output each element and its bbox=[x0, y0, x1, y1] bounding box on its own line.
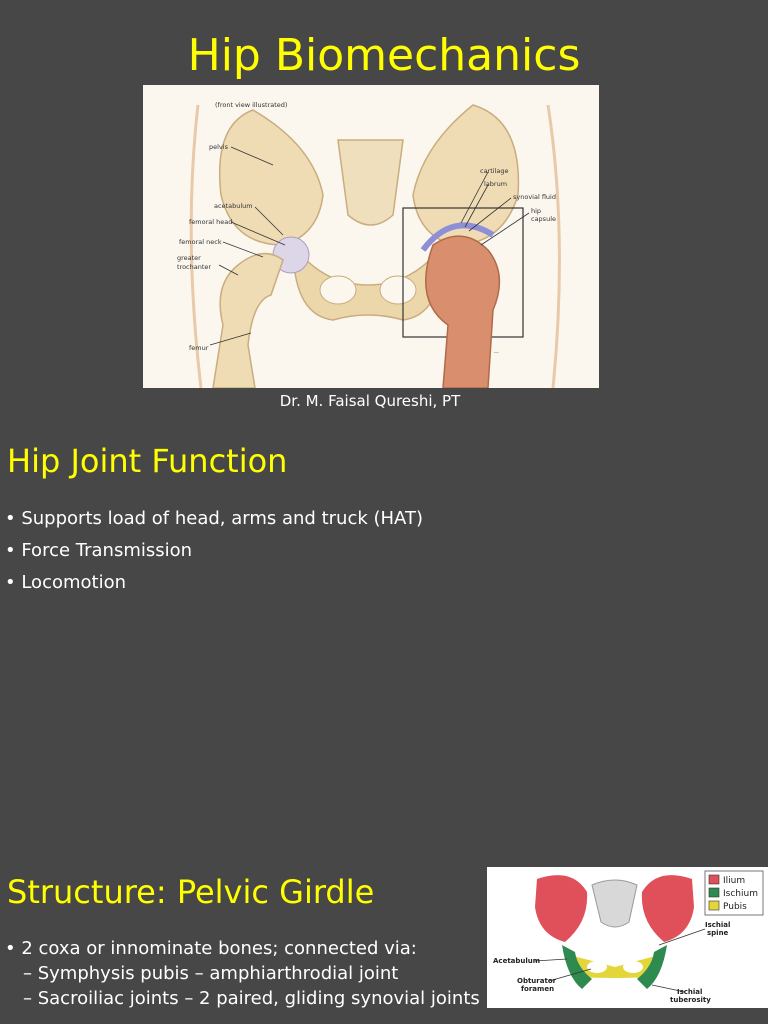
legend-ischium: Ischium bbox=[723, 889, 758, 899]
bullet-item: • Locomotion bbox=[5, 572, 126, 593]
label-capsule: capsule bbox=[531, 215, 556, 223]
label-foramen: foramen bbox=[521, 985, 555, 993]
svg-text:~: ~ bbox=[493, 348, 500, 357]
label-femur: femur bbox=[189, 344, 209, 352]
sub-bullet-item: – Sacroiliac joints – 2 paired, gliding synovial joints bbox=[23, 988, 480, 1009]
label-labrum: labrum bbox=[484, 180, 508, 188]
label-ischial-tuberosity-2: tuberosity bbox=[670, 996, 711, 1004]
label-acetabulum: acetabulum bbox=[214, 202, 253, 210]
bullet-item: • Supports load of head, arms and truck (HAT) bbox=[5, 508, 423, 529]
bullet-item: • 2 coxa or innominate bones; connected via: bbox=[5, 938, 417, 959]
caption-front-view: (front view illustrated) bbox=[215, 101, 288, 109]
label-femoral-head: femoral head bbox=[189, 218, 233, 226]
label-ischial-spine-2: spine bbox=[707, 929, 729, 937]
slide-title-pelvic-girdle: Structure: Pelvic Girdle bbox=[7, 873, 375, 911]
hip-function-bullet-list bbox=[5, 507, 423, 603]
pelvic-girdle-bullet-list bbox=[5, 937, 480, 1012]
label-ischial-tuberosity-1: Ischial bbox=[677, 988, 703, 996]
label-greater-1: greater bbox=[177, 254, 201, 262]
pelvic-bones-diagram bbox=[487, 867, 768, 1008]
label-synovial-fluid: synovial fluid bbox=[513, 193, 556, 201]
label-femoral-neck: femoral neck bbox=[179, 238, 222, 246]
label-obturator: Obturator bbox=[517, 977, 557, 985]
label-hip: hip bbox=[531, 207, 542, 215]
sub-bullet-item: – Symphysis pubis – amphiarthrodial joint bbox=[23, 963, 399, 984]
label-trochanter-2: trochanter bbox=[177, 263, 212, 271]
label-pelvis: pelvis bbox=[209, 143, 228, 151]
label-acetabulum: Acetabulum bbox=[493, 957, 541, 965]
hip-anatomy-illustration bbox=[143, 85, 599, 388]
legend-ilium: Ilium bbox=[723, 876, 746, 886]
legend-pubis: Pubis bbox=[723, 902, 747, 912]
bullet-item: • Force Transmission bbox=[5, 540, 193, 561]
label-ischial-spine-1: Ischial bbox=[705, 921, 731, 929]
author-credit: Dr. M. Faisal Qureshi, PT bbox=[279, 392, 461, 410]
label-cartilage: cartilage bbox=[480, 167, 509, 175]
slide-title-hip-biomechanics: Hip Biomechanics bbox=[187, 30, 581, 81]
slide-title-hip-joint-function: Hip Joint Function bbox=[7, 442, 288, 480]
